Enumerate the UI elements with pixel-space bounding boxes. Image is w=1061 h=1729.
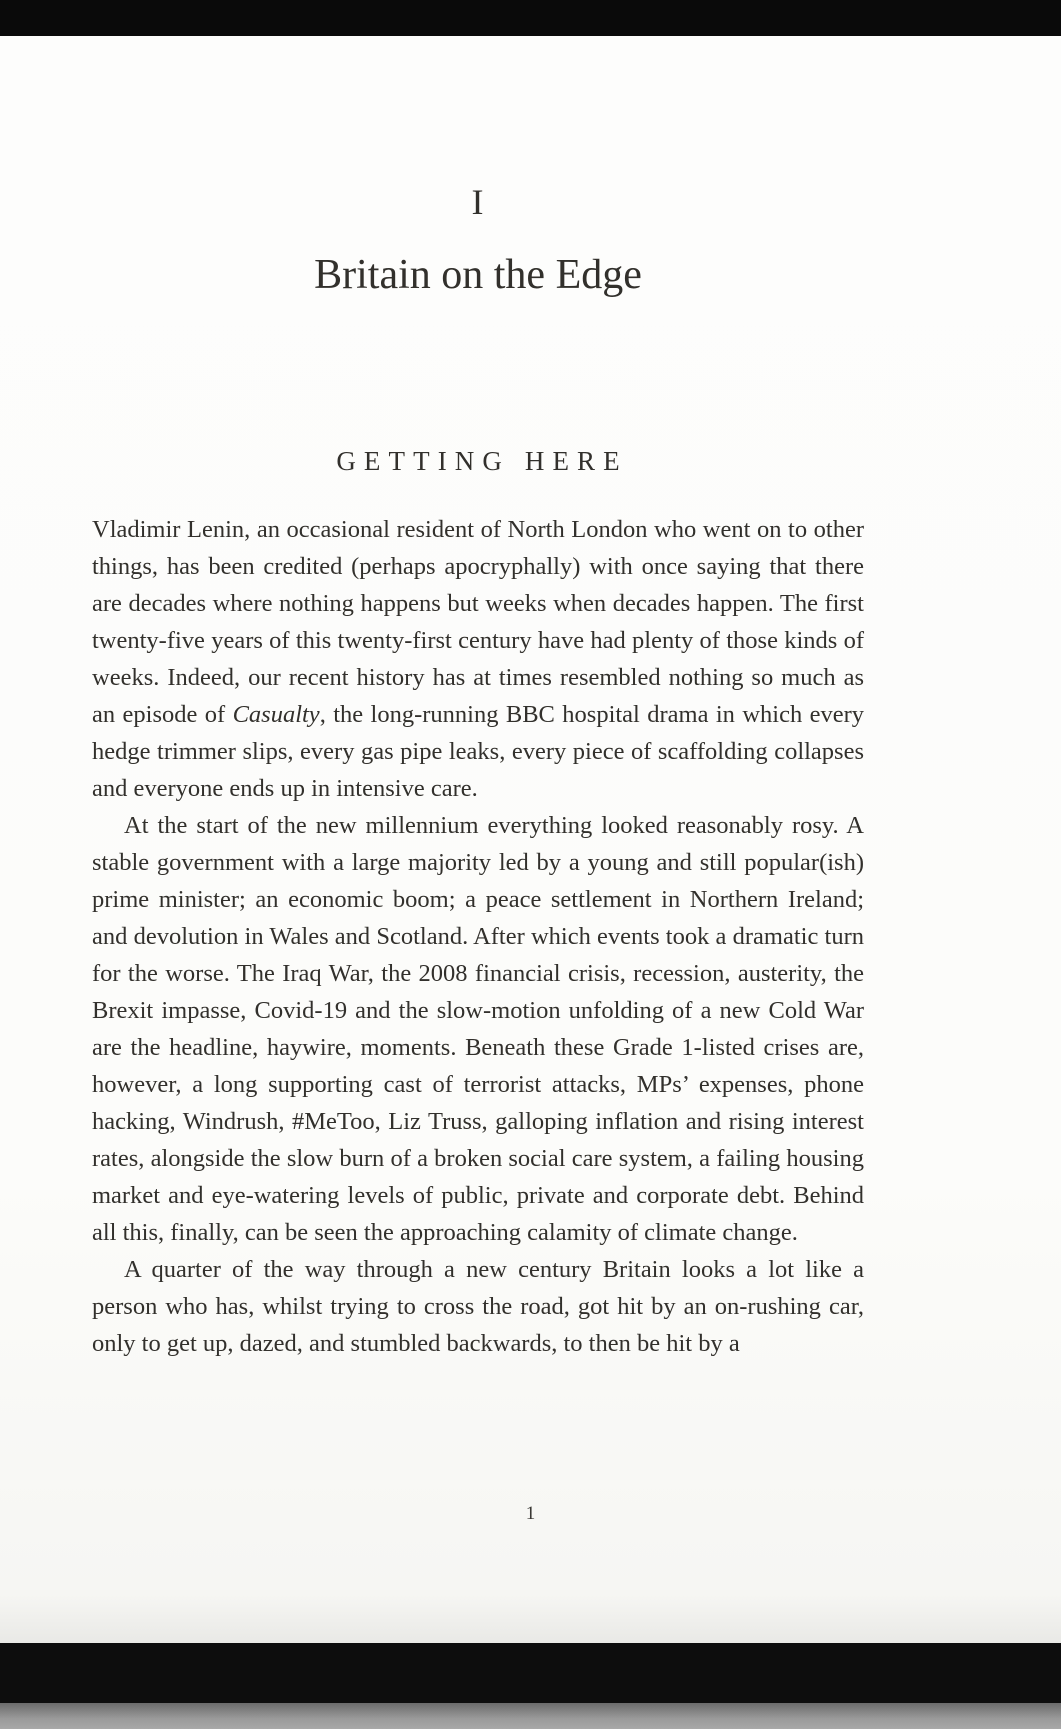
page [0, 36, 1061, 1643]
scan-edge-bottom-gray [0, 1703, 1061, 1729]
section-heading: GETTING HERE [336, 446, 628, 477]
chapter-title: Britain on the Edge [314, 252, 642, 298]
text-segment: A quarter of the way through a new century Britain looks a lot like a person who has, whilst trying to cross the road, got hit by an on-rushing car, only to get up, dazed, and stumbled backwards, to then be hit by a [92, 1256, 864, 1358]
text-segment: At the start of the new millennium everything looked reasonably rosy. A stable government with a large majority led by a young and still popular(ish) prime minister; an economic boom; a peace settlement in Northern Ireland; and devolution in Wales and Scotland. After which events took a dramatic turn for the worse. The Iraq War, the 2008 financial crisis, recession, austerity, the Brexit impasse, Covid-19 and the slow-motion unfolding of a new Cold War are the headline, haywire, moments. Beneath these Grade 1-listed crises are, however, a long supporting cast of terrorist attacks, MPs’ expenses, phone hacking, Windrush, #MeToo, Liz Truss, galloping inflation and rising interest rates, alongside the slow burn of a broken social care system, a failing housing market and eye-watering levels of public, private and corporate debt. Behind all this, finally, can be seen the approaching calamity of climate change. [92, 812, 864, 1247]
paragraph [92, 807, 864, 1251]
paragraph [92, 1251, 864, 1362]
chapter-number: I [471, 182, 485, 222]
page-number: 1 [525, 1503, 536, 1524]
scan-edge-bottom [0, 1643, 1061, 1703]
scan-edge-top [0, 0, 1061, 36]
italic-text: Casualty [232, 701, 320, 729]
paragraph [92, 511, 864, 807]
text-segment: , the long-running BBC hospital drama in which every hedge trimmer slips, every gas pipe leaks, every piece of scaffolding collapses and everyone ends up in intensive care. [92, 701, 864, 803]
page-content [92, 36, 864, 1643]
text-segment: Vladimir Lenin, an occasional resident of North London who went on to other things, has been credited (perhaps apocryphally) with once saying that there are decades where nothing happens but weeks when decades happen. The first twenty-five years of this twenty-first century have had plenty of those kinds of weeks. Indeed, our recent history has at times resembled nothing so much as an episode of [92, 516, 864, 729]
body-text [92, 511, 864, 1362]
